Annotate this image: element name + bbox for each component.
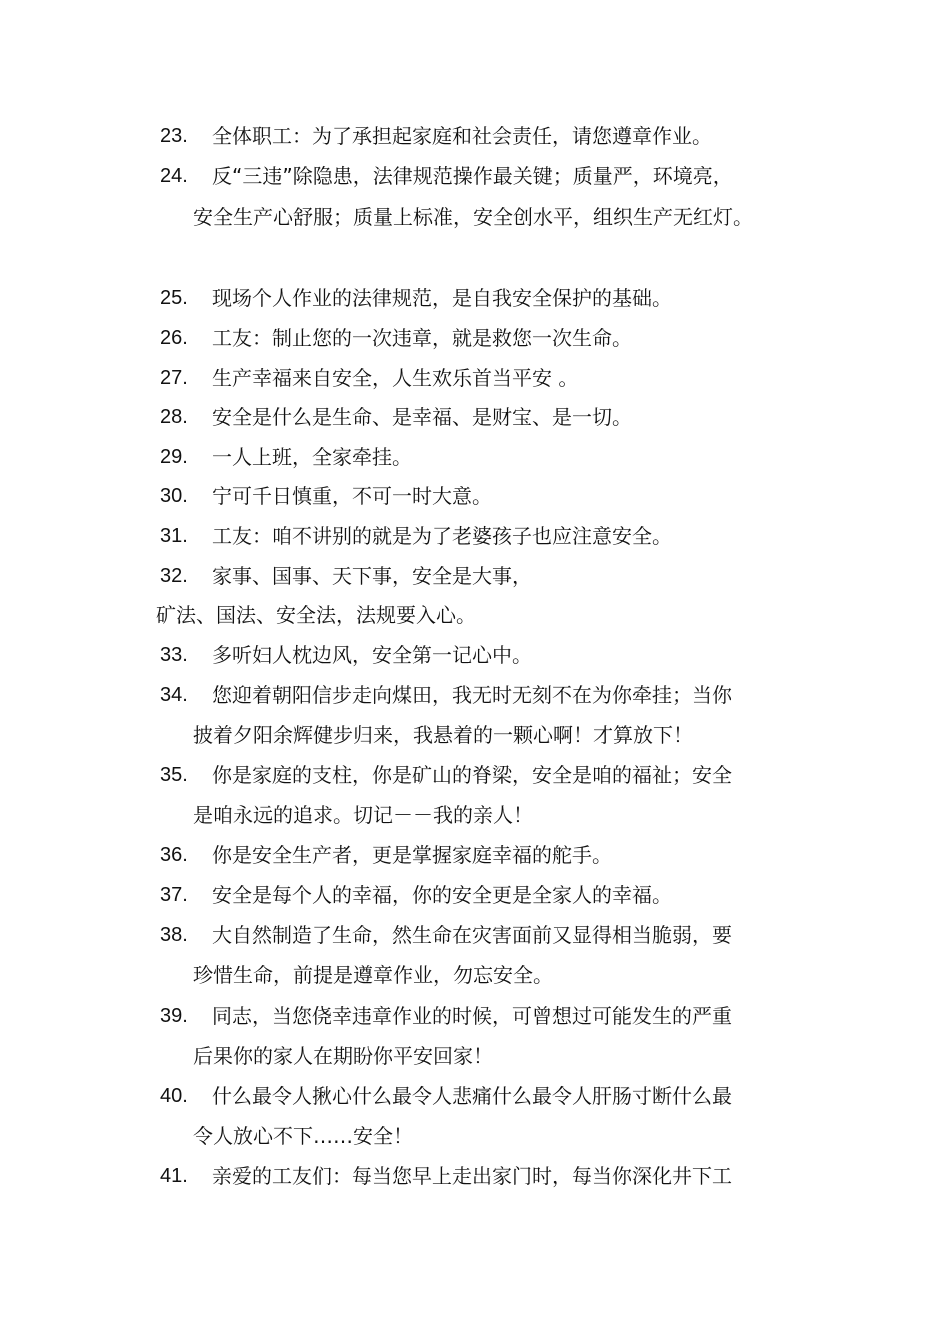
item-number: 34. xyxy=(160,684,188,706)
item-number: 24. xyxy=(160,165,188,187)
item-number: 23. xyxy=(160,125,188,147)
item-number: 27. xyxy=(160,367,188,389)
item-text: 你是安全生产者，更是掌握家庭幸福的舵手。 xyxy=(212,843,612,867)
item-text-continuation: 安全生产心舒服；质量上标准，安全创水平，组织生产无红灯。 xyxy=(193,205,753,229)
item-number: 31. xyxy=(160,525,188,547)
item-number: 28. xyxy=(160,406,188,428)
item-text: 安全是每个人的幸福，你的安全更是全家人的幸福。 xyxy=(212,883,672,907)
item-number: 38. xyxy=(160,924,188,946)
item-number: 33. xyxy=(160,644,188,666)
item-number: 40. xyxy=(160,1085,188,1107)
item-text: 全体职工：为了承担起家庭和社会责任，请您遵章作业。 xyxy=(212,124,712,148)
item-text: 你是家庭的支柱，你是矿山的脊梁，安全是咱的福祉；安全 xyxy=(212,763,732,787)
item-text-continuation: 令人放心不下……安全！ xyxy=(193,1124,413,1148)
item-number: 41. xyxy=(160,1165,188,1187)
item-text-continuation: 后果你的家人在期盼你平安回家！ xyxy=(193,1044,493,1068)
item-text: 一人上班，全家牵挂。 xyxy=(212,445,412,469)
item-text: 安全是什么是生命、是幸福、是财宝、是一切。 xyxy=(212,405,632,429)
item-text: 多听妇人枕边风，安全第一记心中。 xyxy=(212,643,532,667)
item-number: 39. xyxy=(160,1005,188,1027)
item-number: 25. xyxy=(160,287,188,309)
item-number: 37. xyxy=(160,884,188,906)
item-text-continuation: 是咱永远的追求。切记－－我的亲人！ xyxy=(193,803,533,827)
item-text: 什么最令人揪心什么最令人悲痛什么最令人肝肠寸断什么最 xyxy=(212,1084,732,1108)
item-number: 36. xyxy=(160,844,188,866)
item-text-continuation: 矿法、国法、安全法，法规要入心。 xyxy=(156,603,476,627)
item-text: 同志，当您侥幸违章作业的时候，可曾想过可能发生的严重 xyxy=(212,1004,732,1028)
item-text: 宁可千日慎重，不可一时大意。 xyxy=(212,484,492,508)
item-number: 30. xyxy=(160,485,188,507)
item-text: 工友：制止您的一次违章，就是救您一次生命。 xyxy=(212,326,632,350)
item-text: 现场个人作业的法律规范，是自我安全保护的基础。 xyxy=(212,286,672,310)
item-text-continuation: 珍惜生命，前提是遵章作业，勿忘安全。 xyxy=(193,963,553,987)
item-text: 工友：咱不讲别的就是为了老婆孩子也应注意安全。 xyxy=(212,524,672,548)
item-text: 您迎着朝阳信步走向煤田，我无时无刻不在为你牵挂；当你 xyxy=(212,683,732,707)
item-text: 亲爱的工友们：每当您早上走出家门时，每当你深化井下工 xyxy=(212,1164,732,1188)
item-number: 35. xyxy=(160,764,188,786)
item-text: 反“三违”除隐患，法律规范操作最关键；质量严，环境亮， xyxy=(212,164,733,188)
item-number: 29. xyxy=(160,446,188,468)
item-text: 生产幸福来自安全，人生欢乐首当平安 。 xyxy=(212,366,579,390)
item-text: 家事、国事、天下事，安全是大事， xyxy=(212,564,532,588)
item-number: 26. xyxy=(160,327,188,349)
item-text: 大自然制造了生命，然生命在灾害面前又显得相当脆弱，要 xyxy=(212,923,732,947)
item-number: 32. xyxy=(160,565,188,587)
item-text-continuation: 披着夕阳余辉健步归来，我悬着的一颗心啊！才算放下！ xyxy=(193,723,693,747)
